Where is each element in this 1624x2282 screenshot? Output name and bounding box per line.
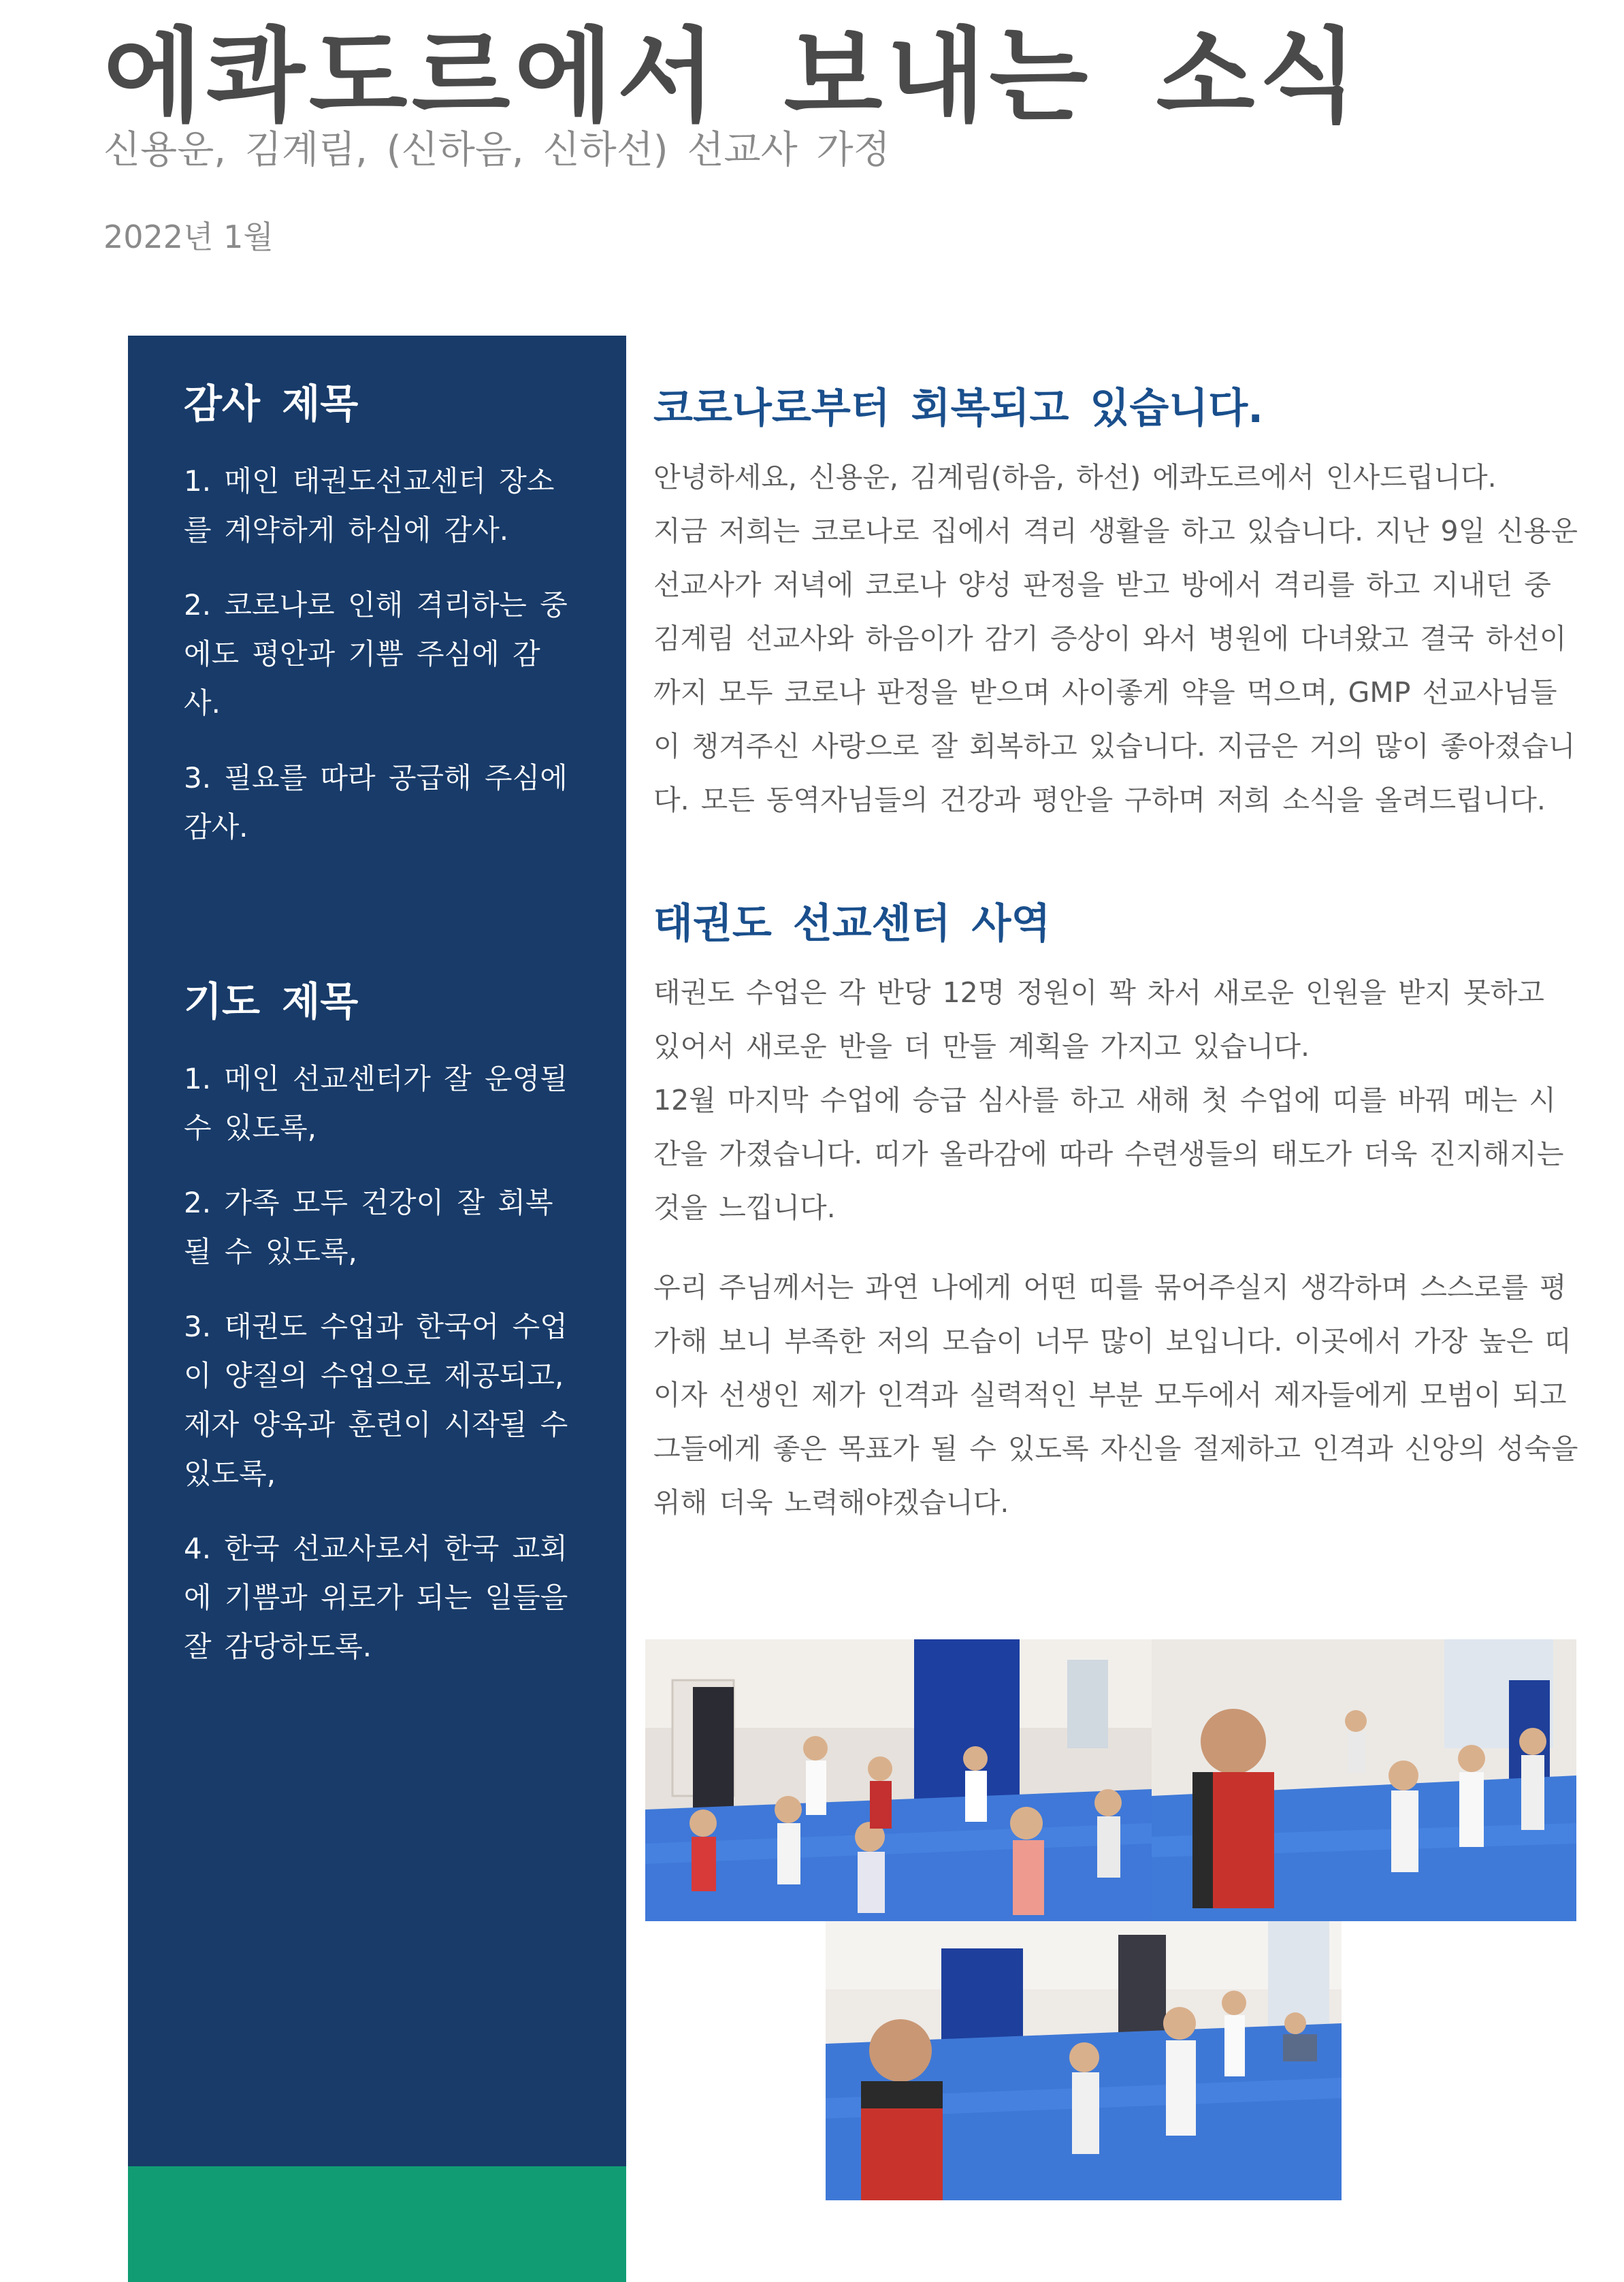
page-title: 에콰도르에서 보내는 소식 (103, 18, 1362, 136)
prayer-heading: 기도 제목 (184, 978, 359, 1025)
prayer-item: 2. 가족 모두 건강이 잘 회복될 수 있도록, (184, 1186, 553, 1268)
thanks-list (184, 457, 572, 852)
paragraph-reflection: 우리 주님께서는 과연 나에게 어떤 띠를 묶어주실지 생각하며 스스로를 평가해 보니 부족한 저의 모습이 너무 많이 보입니다. 이곳에서 가장 높은 띠이자 선생인 제가 인격과 실력적인 부분 모두에서 제자들에게 모범이 되고 그들에게 좋은 목표가 될 수 있도록 자신을 절제하고 인격과 신앙의 성숙을 위해 더욱 노력해야겠습니다. (653, 1271, 1578, 1519)
thanks-item: 2. 코로나로 인해 격리하는 중에도 평안과 기쁨 주심에 감사. (184, 588, 568, 720)
section-heading-recovery: 코로나로부터 회복되고 있습니다. (653, 385, 1264, 432)
issue-date: 2022년 1월 (103, 219, 274, 255)
paragraph-greeting: 안녕하세요, 신용운, 김계림(하음, 하선) 에콰도르에서 인사드립니다. (653, 461, 1497, 494)
paragraph-promotion: 12월 마지막 수업에 승급 심사를 하고 새해 첫 수업에 띠를 바꿔 메는 시간을 가졌습니다. 띠가 올라감에 따라 수련생들의 태도가 더욱 진지해지는 것을 느낍니다. (653, 1084, 1564, 1224)
page-subtitle: 신용운, 김계림, (신하음, 신하선) 선교사 가정 (103, 128, 890, 172)
sidebar-footer-bar (128, 2166, 626, 2282)
prayer-item: 1. 메인 선교센터가 잘 운영될 수 있도록, (184, 1062, 568, 1144)
sidebar (128, 336, 626, 2166)
photo-class-2 (1152, 1639, 1576, 1921)
prayer-item: 4. 한국 선교사로서 한국 교회에 기쁨과 위로가 되는 일들을 잘 감당하도록. (184, 1532, 568, 1663)
paragraph-classes: 태권도 수업은 각 반당 12명 정원이 꽉 차서 새로운 인원을 받지 못하고 있어서 새로운 반을 더 만들 계획을 가지고 있습니다. (653, 976, 1544, 1063)
section-heading-taekwondo: 태권도 선교센터 사역 (653, 900, 1051, 948)
thanks-item: 3. 필요를 따라 공급해 주심에 감사. (184, 761, 568, 843)
photo-class-1 (645, 1639, 1152, 1921)
prayer-item: 3. 태권도 수업과 한국어 수업이 양질의 수업으로 제공되고, 제자 양육과 훈련이 시작될 수 있도록, (184, 1310, 568, 1490)
paragraph-recovery: 지금 저희는 코로나로 집에서 격리 생활을 하고 있습니다. 지난 9일 신용운 선교사가 저녁에 코로나 양성 판정을 받고 방에서 격리를 하고 지내던 중 김계림 선교사와 하음이가 감기 증상이 와서 병원에 다녀왔고 결국 하선이까지 모두 코로나 판정을 받으며 사이좋게 약을 먹으며, GMP 선교사님들이 챙겨주신 사랑으로 잘 회복하고 있습니다. 지금은 거의 많이 좋아졌습니다. 모든 동역자님들의 건강과 평안을 구하며 저희 소식을 올려드립니다. (653, 515, 1578, 816)
thanks-heading: 감사 제목 (184, 381, 359, 427)
main-content (653, 381, 1580, 1530)
photo-class-3 (826, 1921, 1342, 2200)
thanks-item: 1. 메인 태권도선교센터 장소를 계약하게 하심에 감사. (184, 464, 555, 547)
prayer-list (184, 1055, 572, 1671)
